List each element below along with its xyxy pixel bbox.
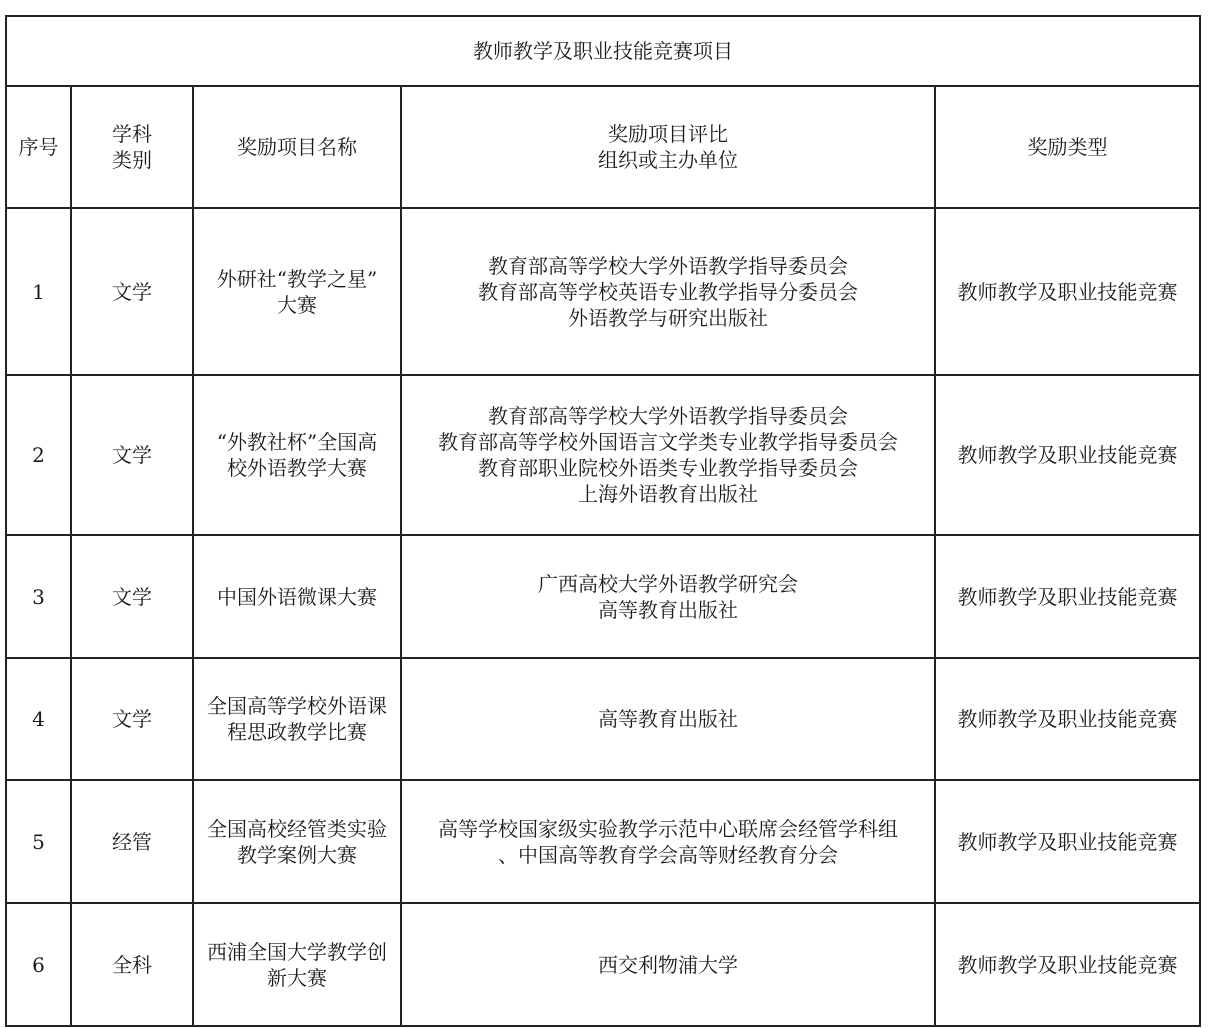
- cell-name: 中国外语微课大赛: [193, 535, 401, 658]
- table-title: 教师教学及职业技能竞赛项目: [6, 16, 1200, 86]
- cell-name: 西浦全国大学教学创 新大赛: [193, 903, 401, 1026]
- cell-organizer: 西交利物浦大学: [401, 903, 935, 1026]
- cell-category: 经管: [71, 780, 193, 903]
- cell-type: 教师教学及职业技能竞赛: [935, 375, 1200, 535]
- cell-organizer: 高等学校国家级实验教学示范中心联席会经管学科组 、中国高等教育学会高等财经教育分会: [401, 780, 935, 903]
- awards-table: [5, 15, 1201, 1027]
- cell-organizer: 高等教育出版社: [401, 658, 935, 780]
- cell-category: 文学: [71, 535, 193, 658]
- cell-type: 教师教学及职业技能竞赛: [935, 208, 1200, 375]
- table-row: [6, 375, 1200, 535]
- table-header-row: [6, 86, 1200, 208]
- cell-index: 6: [6, 903, 71, 1026]
- cell-index: 1: [6, 208, 71, 375]
- table-title-row: [6, 16, 1200, 86]
- table-row: [6, 903, 1200, 1026]
- header-index: 序号: [6, 86, 71, 208]
- table-row: [6, 780, 1200, 903]
- cell-type: 教师教学及职业技能竞赛: [935, 780, 1200, 903]
- cell-name: “外教社杯”全国高 校外语教学大赛: [193, 375, 401, 535]
- header-organizer: 奖励项目评比 组织或主办单位: [401, 86, 935, 208]
- cell-index: 2: [6, 375, 71, 535]
- cell-index: 5: [6, 780, 71, 903]
- cell-type: 教师教学及职业技能竞赛: [935, 535, 1200, 658]
- cell-organizer: 教育部高等学校大学外语教学指导委员会 教育部高等学校外国语言文学类专业教学指导委员会 教育部职业院校外语类专业教学指导委员会 上海外语教育出版社: [401, 375, 935, 535]
- table-row: [6, 658, 1200, 780]
- cell-category: 文学: [71, 208, 193, 375]
- cell-index: 3: [6, 535, 71, 658]
- header-category: 学科 类别: [71, 86, 193, 208]
- cell-organizer: 教育部高等学校大学外语教学指导委员会 教育部高等学校英语专业教学指导分委员会 外语教学与研究出版社: [401, 208, 935, 375]
- cell-name: 全国高等学校外语课 程思政教学比赛: [193, 658, 401, 780]
- cell-category: 全科: [71, 903, 193, 1026]
- header-name: 奖励项目名称: [193, 86, 401, 208]
- cell-type: 教师教学及职业技能竞赛: [935, 658, 1200, 780]
- header-type: 奖励类型: [935, 86, 1200, 208]
- cell-name: 外研社“教学之星” 大赛: [193, 208, 401, 375]
- cell-type: 教师教学及职业技能竞赛: [935, 903, 1200, 1026]
- cell-category: 文学: [71, 375, 193, 535]
- table-row: [6, 208, 1200, 375]
- cell-organizer: 广西高校大学外语教学研究会 高等教育出版社: [401, 535, 935, 658]
- cell-category: 文学: [71, 658, 193, 780]
- table-row: [6, 535, 1200, 658]
- cell-name: 全国高校经管类实验 教学案例大赛: [193, 780, 401, 903]
- cell-index: 4: [6, 658, 71, 780]
